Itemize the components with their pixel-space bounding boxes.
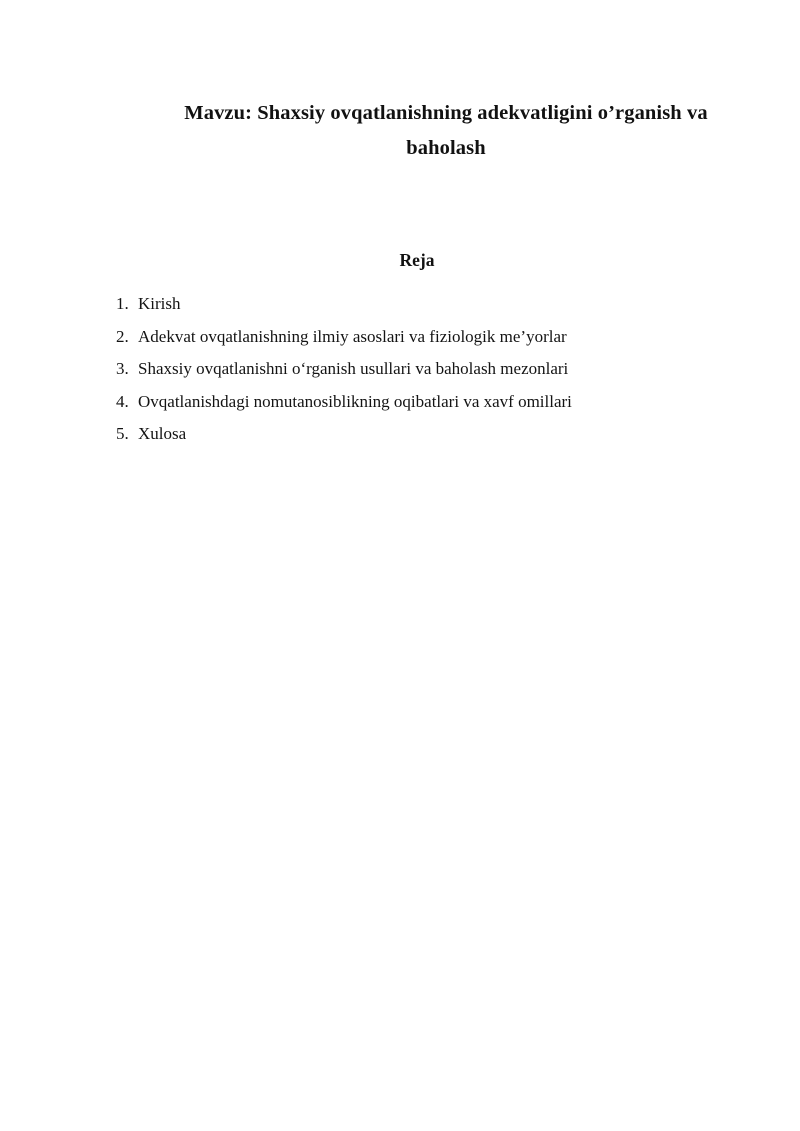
outline-list xyxy=(108,270,728,451)
list-item xyxy=(108,321,728,354)
page-title xyxy=(108,96,728,166)
list-item-marker: 4. xyxy=(116,391,129,411)
list-item-label: Kirish xyxy=(138,294,181,313)
list-item-marker: 2. xyxy=(116,326,129,346)
list-item-label: Ovqatlanishdagi nomutanosiblikning oqibatlari va xavf omillari xyxy=(138,391,572,411)
list-item xyxy=(108,353,728,386)
list-item-marker: 1. xyxy=(116,294,129,313)
page-title-line-2: baholash xyxy=(406,137,486,159)
list-item-marker: 3. xyxy=(116,359,129,379)
list-item-label: Adekvat ovqatlanishning ilmiy asoslari va fiziologik me’yorlar xyxy=(138,326,567,346)
document-body xyxy=(108,96,728,451)
list-item xyxy=(108,288,728,321)
list-item xyxy=(108,418,728,451)
list-item xyxy=(108,386,728,419)
section-heading-reja: Reja xyxy=(399,250,435,270)
list-item-label: Shaxsiy ovqatlanishni o‘rganish usullari va baholash mezonlari xyxy=(138,359,569,379)
list-item-label: Xulosa xyxy=(138,424,187,444)
list-item-marker: 5. xyxy=(116,424,129,444)
page-title-line-1: Mavzu: Shaxsiy ovqatlanishning adekvatligini o’rganish va xyxy=(184,102,708,124)
